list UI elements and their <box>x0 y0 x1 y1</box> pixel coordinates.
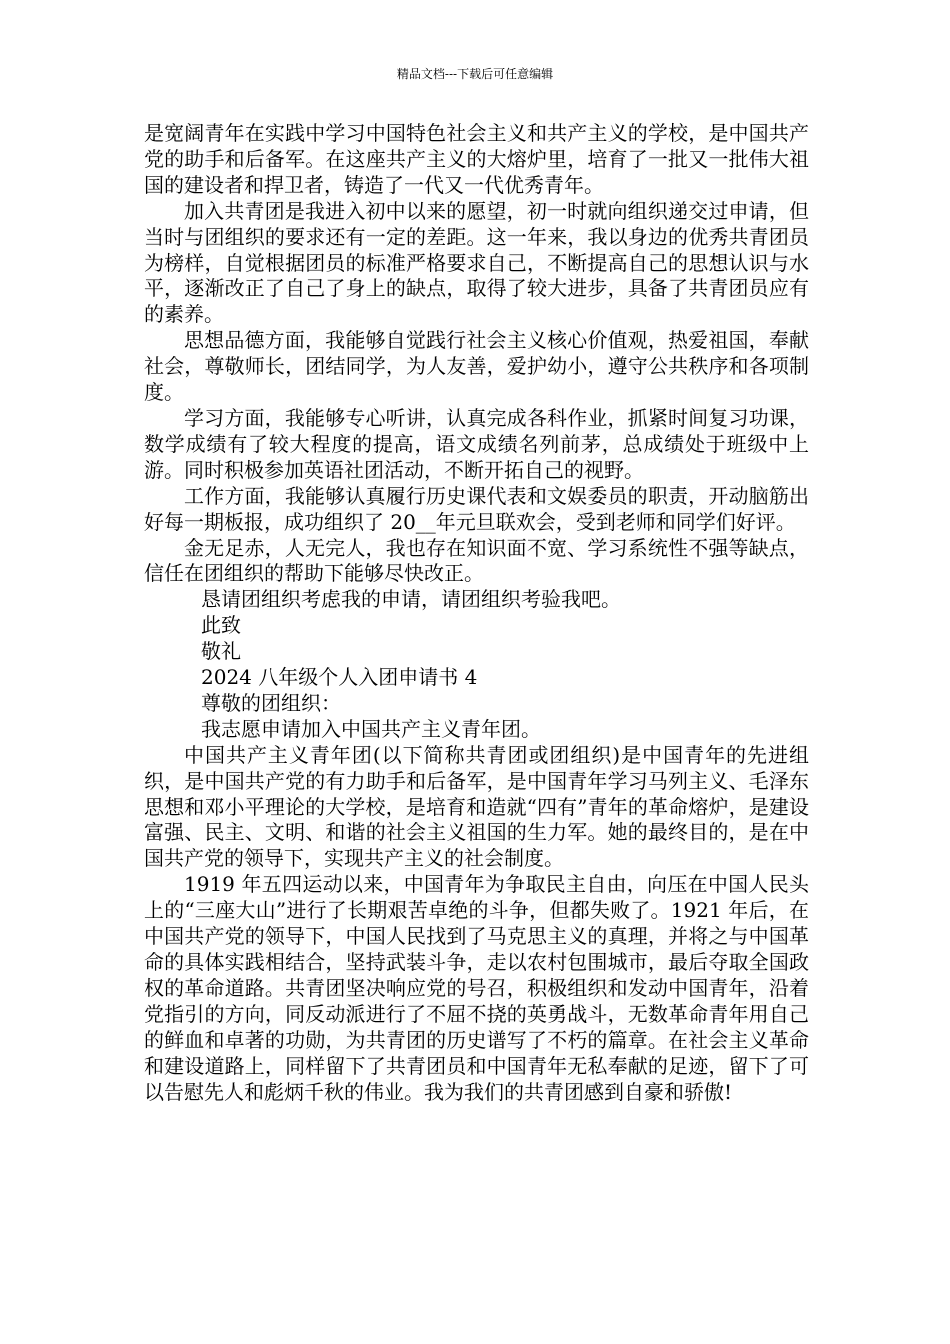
paragraph-14: 1919 年五四运动以来，中国青年为争取民主自由，向压在中国人民头上的“三座大山”进行了长期艰苦卓绝的斗争，但都失败了。1921 年后，在中国共产党的领导下，中国人民找到了马克思主义的真理，并将之与中国革命的具体实践相结合，坚持武装斗争，走以农村包围城市，最后夺取全国政权的革命道路。共青团坚决响应党的号召，积极组织和发动中国青年，沿着党指引的方向，同反动派进行了不屈不挠的英勇战斗，无数革命青年用自己的鲜血和卓著的功勋，为共青团的历史谱写了不朽的篇章。在社会主义革命和建设道路上，同样留下了共青团员和中国青年无私奉献的足迹，留下了可以告慰先人和彪炳千秋的伟业。我为我们的共青团感到自豪和骄傲! <box>144 872 809 1104</box>
paragraph-6: 金无足赤，人无完人，我也存在知识面不宽、学习系统性不强等缺点，信任在团组织的帮助下能够尽快改正。 <box>144 535 809 586</box>
paragraph-4: 学习方面，我能够专心听讲，认真完成各科作业，抓紧时间复习功课，数学成绩有了较大程度的提高，语文成绩名列前茅，总成绩处于班级中上游。同时积极参加英语社团活动，不断开拓自己的视野。 <box>144 405 809 482</box>
paragraph-1: 是宽阔青年在实践中学习中国特色社会主义和共产主义的学校，是中国共产党的助手和后备军。在这座共产主义的大熔炉里，培育了一批又一批伟大祖国的建设者和捍卫者，铸造了一代又一代优秀青年。 <box>144 121 809 197</box>
closing-jingli: 敬礼 <box>201 639 241 664</box>
application-statement: 我志愿申请加入中国共产主义青年团。 <box>201 716 541 741</box>
paragraph-3: 思想品德方面，我能够自觉践行社会主义核心价值观，热爱祖国，奉献社会，尊敬师长，团结同学，为人友善，爱护幼小，遵守公共秩序和各项制度。 <box>144 328 809 405</box>
paragraph-13: 中国共产主义青年团(以下简称共青团或团组织)是中国青年的先进组织，是中国共产党的有力助手和后备军，是中国青年学习马列主义、毛泽东思想和邓小平理论的大学校，是培育和造就“四有”青年的革命熔炉，是建设富强、民主、文明、和谐的社会主义祖国的生力军。她的最终目的，是在中国共产党的领导下，实现共产主义的社会制度。 <box>144 742 809 871</box>
section-title: 2024 八年级个人入团申请书 4 <box>201 665 478 690</box>
paragraph-2: 加入共青团是我进入初中以来的愿望，初一时就向组织递交过申请，但当时与团组织的要求还有一定的差距。这一年来，我以身边的优秀共青团员为榜样，自觉根据团员的标准严格要求自己，不断提高自己的思想认识与水平，逐渐改正了自己了身上的缺点，取得了较大进步，具备了共青团员应有的素养。 <box>144 198 809 327</box>
page-header: 精品文档---下载后可任意编辑 <box>396 67 554 81</box>
closing-cizhi: 此致 <box>201 613 241 638</box>
document-body <box>144 121 809 1105</box>
paragraph-5: 工作方面，我能够认真履行历史课代表和文娱委员的职责，开动脑筋出好每一期板报，成功组织了 20__年元旦联欢会，受到老师和同学们好评。 <box>144 483 809 534</box>
request-line: 恳请团组织考虑我的申请，请团组织考验我吧。 <box>201 587 621 612</box>
salutation: 尊敬的团组织： <box>201 690 341 715</box>
